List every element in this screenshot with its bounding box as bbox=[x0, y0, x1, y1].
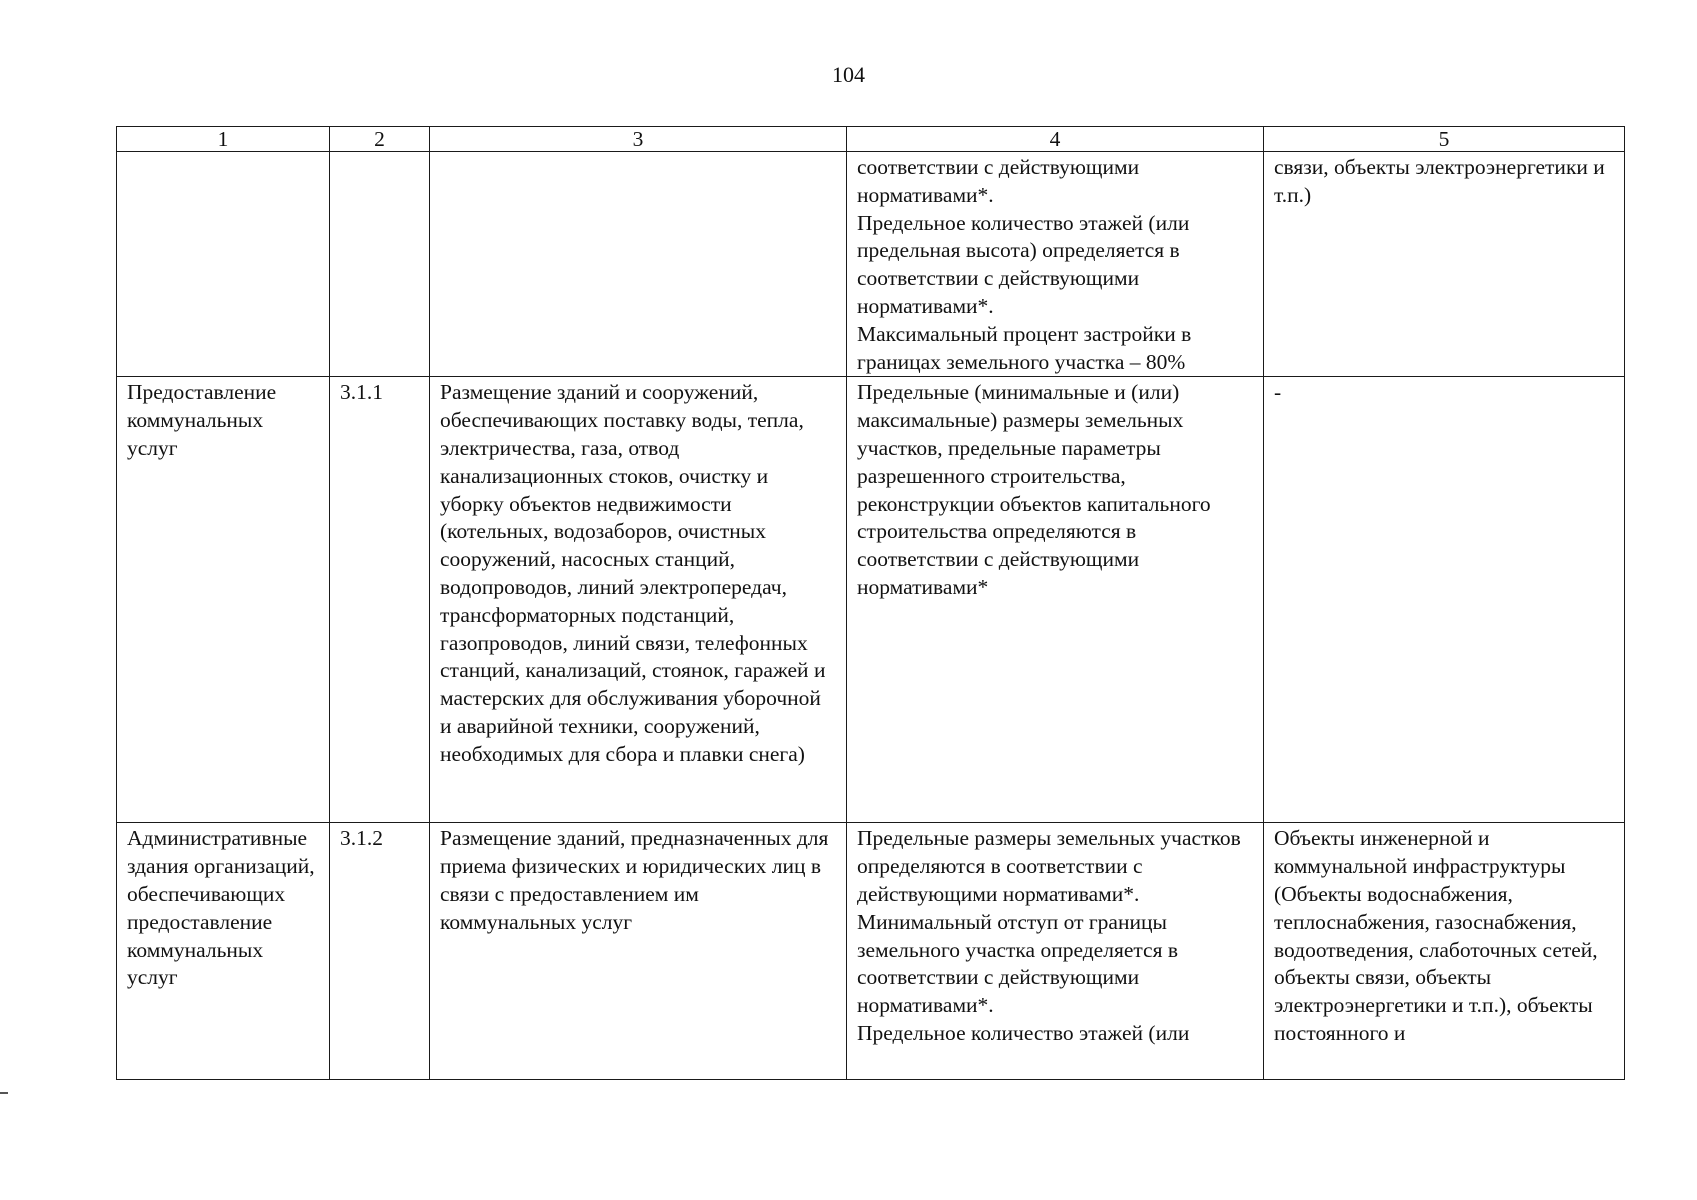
cell-use-name: Предоставление коммунальных услуг bbox=[117, 377, 330, 823]
table-row-3-1-2 bbox=[117, 823, 1625, 1080]
column-header-4: 4 bbox=[847, 127, 1264, 152]
parameter-text: Максимальный процент застройки в границах земельного участка – 80% bbox=[857, 321, 1192, 374]
parameter-text: Предельные (минимальные и (или) максимальные) размеры земельных участков, предельные параметры разрешенного строительства, реконструкции объектов капитального строительства определяются в соответствии с действующими нормативами* bbox=[857, 380, 1211, 599]
parameter-text: Предельное количество этажей (или предельная высота) определяется в соответствии с действующими нормативами*. bbox=[857, 210, 1190, 318]
cell-use-name bbox=[117, 152, 330, 377]
column-header-1: 1 bbox=[117, 127, 330, 152]
cell-use-name: Административные здания организаций, обеспечивающих предоставление коммунальных услуг bbox=[117, 823, 330, 1080]
column-header-5: 5 bbox=[1264, 127, 1625, 152]
column-header-3: 3 bbox=[430, 127, 847, 152]
cell-code bbox=[330, 152, 430, 377]
cell-accessory-uses: - bbox=[1264, 377, 1625, 823]
regulations-table bbox=[116, 126, 1625, 1080]
table-row-3-1-1 bbox=[117, 377, 1625, 823]
cell-parameters bbox=[847, 823, 1264, 1080]
cell-code: 3.1.1 bbox=[330, 377, 430, 823]
cell-code: 3.1.2 bbox=[330, 823, 430, 1080]
cell-parameters bbox=[847, 152, 1264, 377]
cell-parameters bbox=[847, 377, 1264, 823]
cell-accessory-uses: связи, объекты электроэнергетики и т.п.) bbox=[1264, 152, 1625, 377]
cell-description bbox=[430, 152, 847, 377]
column-header-2: 2 bbox=[330, 127, 430, 152]
cell-description: Размещение зданий и сооружений, обеспечивающих поставку воды, тепла, электричества, газа, отвод канализационных стоков, очистку и уборку объектов недвижимости (котельных, водозаборов, очистных сооружений, насосных станций, водопроводов, линий электропередач, трансформаторных подстанций, газопроводов, линий связи, телефонных станций, канализаций, стоянок, гаражей и мастерских для обслуживания уборочной и аварийной техники, сооружений, необходимых для сбора и плавки снега) bbox=[430, 377, 847, 823]
parameter-text: соответствии с действующими нормативами*. bbox=[857, 155, 1140, 207]
parameter-text: Предельное количество этажей (или bbox=[857, 1020, 1190, 1045]
table-row-continuation bbox=[117, 152, 1625, 377]
table-header-row bbox=[117, 127, 1625, 152]
parameter-text: Минимальный отступ от границы земельного участка определяется в соответствии с действующими нормативами*. bbox=[857, 909, 1178, 1018]
parameter-text: Предельные размеры земельных участков определяются в соответствии с действующими нормативами*. bbox=[857, 826, 1241, 906]
page-number: 104 bbox=[832, 62, 865, 87]
cell-accessory-uses: Объекты инженерной и коммунальной инфраструктуры (Объекты водоснабжения, теплоснабжения, газоснабжения, водоотведения, слаботочных сетей, объекты связи, объекты электроэнергетики и т.п.), объекты постоянного и bbox=[1264, 823, 1625, 1080]
cell-description: Размещение зданий, предназначенных для приема физических и юридических лиц в связи с предоставлением им коммунальных услуг bbox=[430, 823, 847, 1080]
margin-mark bbox=[0, 1092, 8, 1094]
